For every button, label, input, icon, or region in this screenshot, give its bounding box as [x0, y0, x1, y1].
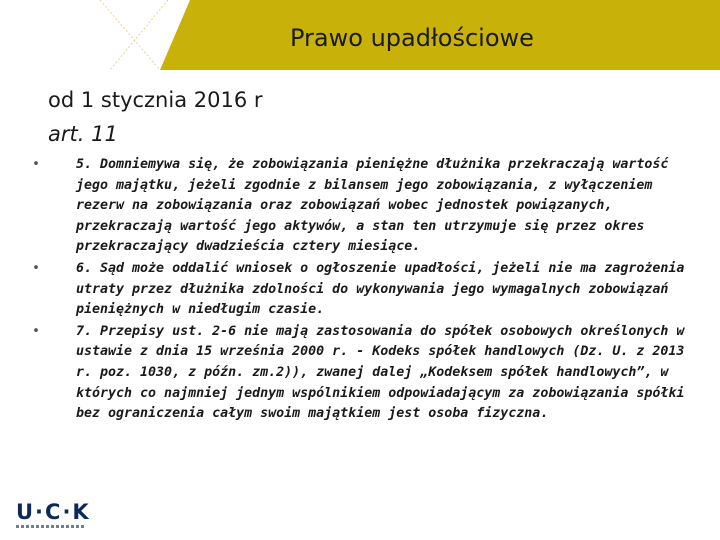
university-logo [16, 500, 106, 538]
logo-text: U·C·K [16, 500, 91, 524]
list-item [32, 259, 692, 321]
list-item [32, 155, 692, 258]
bullet-icon: • [32, 157, 41, 172]
list-item-text: 6. Sąd może oddalić wniosek o ogłoszenie upadłości, jeżeli nie ma zagrożenia utraty przez dłużnika zdolności do wykonywania jego wymagalnych zobowiązań pieniężnych w niedługim czasie. [76, 260, 685, 318]
list-item-text: 5. Domniemywa się, że zobowiązania pieniężne dłużnika przekraczają wartość jego majątku, jeżeli zgodnie z bilansem jego zobowiązania, z wyłączeniem rezerw na zobowiązania oraz zobowiązań wobec jednostek powiązanych, przekraczają wartość jego aktywów, a stan ten utrzymuje się przez okres przekraczający dwadzieścia cztery miesiące. [76, 157, 669, 255]
header-band [0, 0, 720, 70]
page-title: Prawo upadłościowe [290, 24, 534, 52]
bullet-list [32, 155, 692, 426]
date-heading: od 1 stycznia 2016 r [48, 88, 263, 112]
bullet-icon: • [32, 260, 41, 276]
article-heading: art. 11 [48, 122, 118, 146]
list-item [32, 322, 692, 425]
logo-subtitle-line [16, 525, 86, 528]
bullet-icon: • [32, 323, 41, 339]
list-item-text: 7. Przepisy ust. 2-6 nie mają zastosowania do spółek osobowych określonych w ustawie z dnia 15 września 2000 r. - Kodeks spółek handlowych (Dz. U. z 2013 r. poz. 1030, z późn. zm.2)), zwanej dalej „Kodeksem spółek handlowych”, w których co najmniej jednym wspólnikiem odpowiadającym za zobowiązania spółki bez ograniczenia całym swoim majątkiem jest osoba fizyczna. [76, 323, 685, 422]
